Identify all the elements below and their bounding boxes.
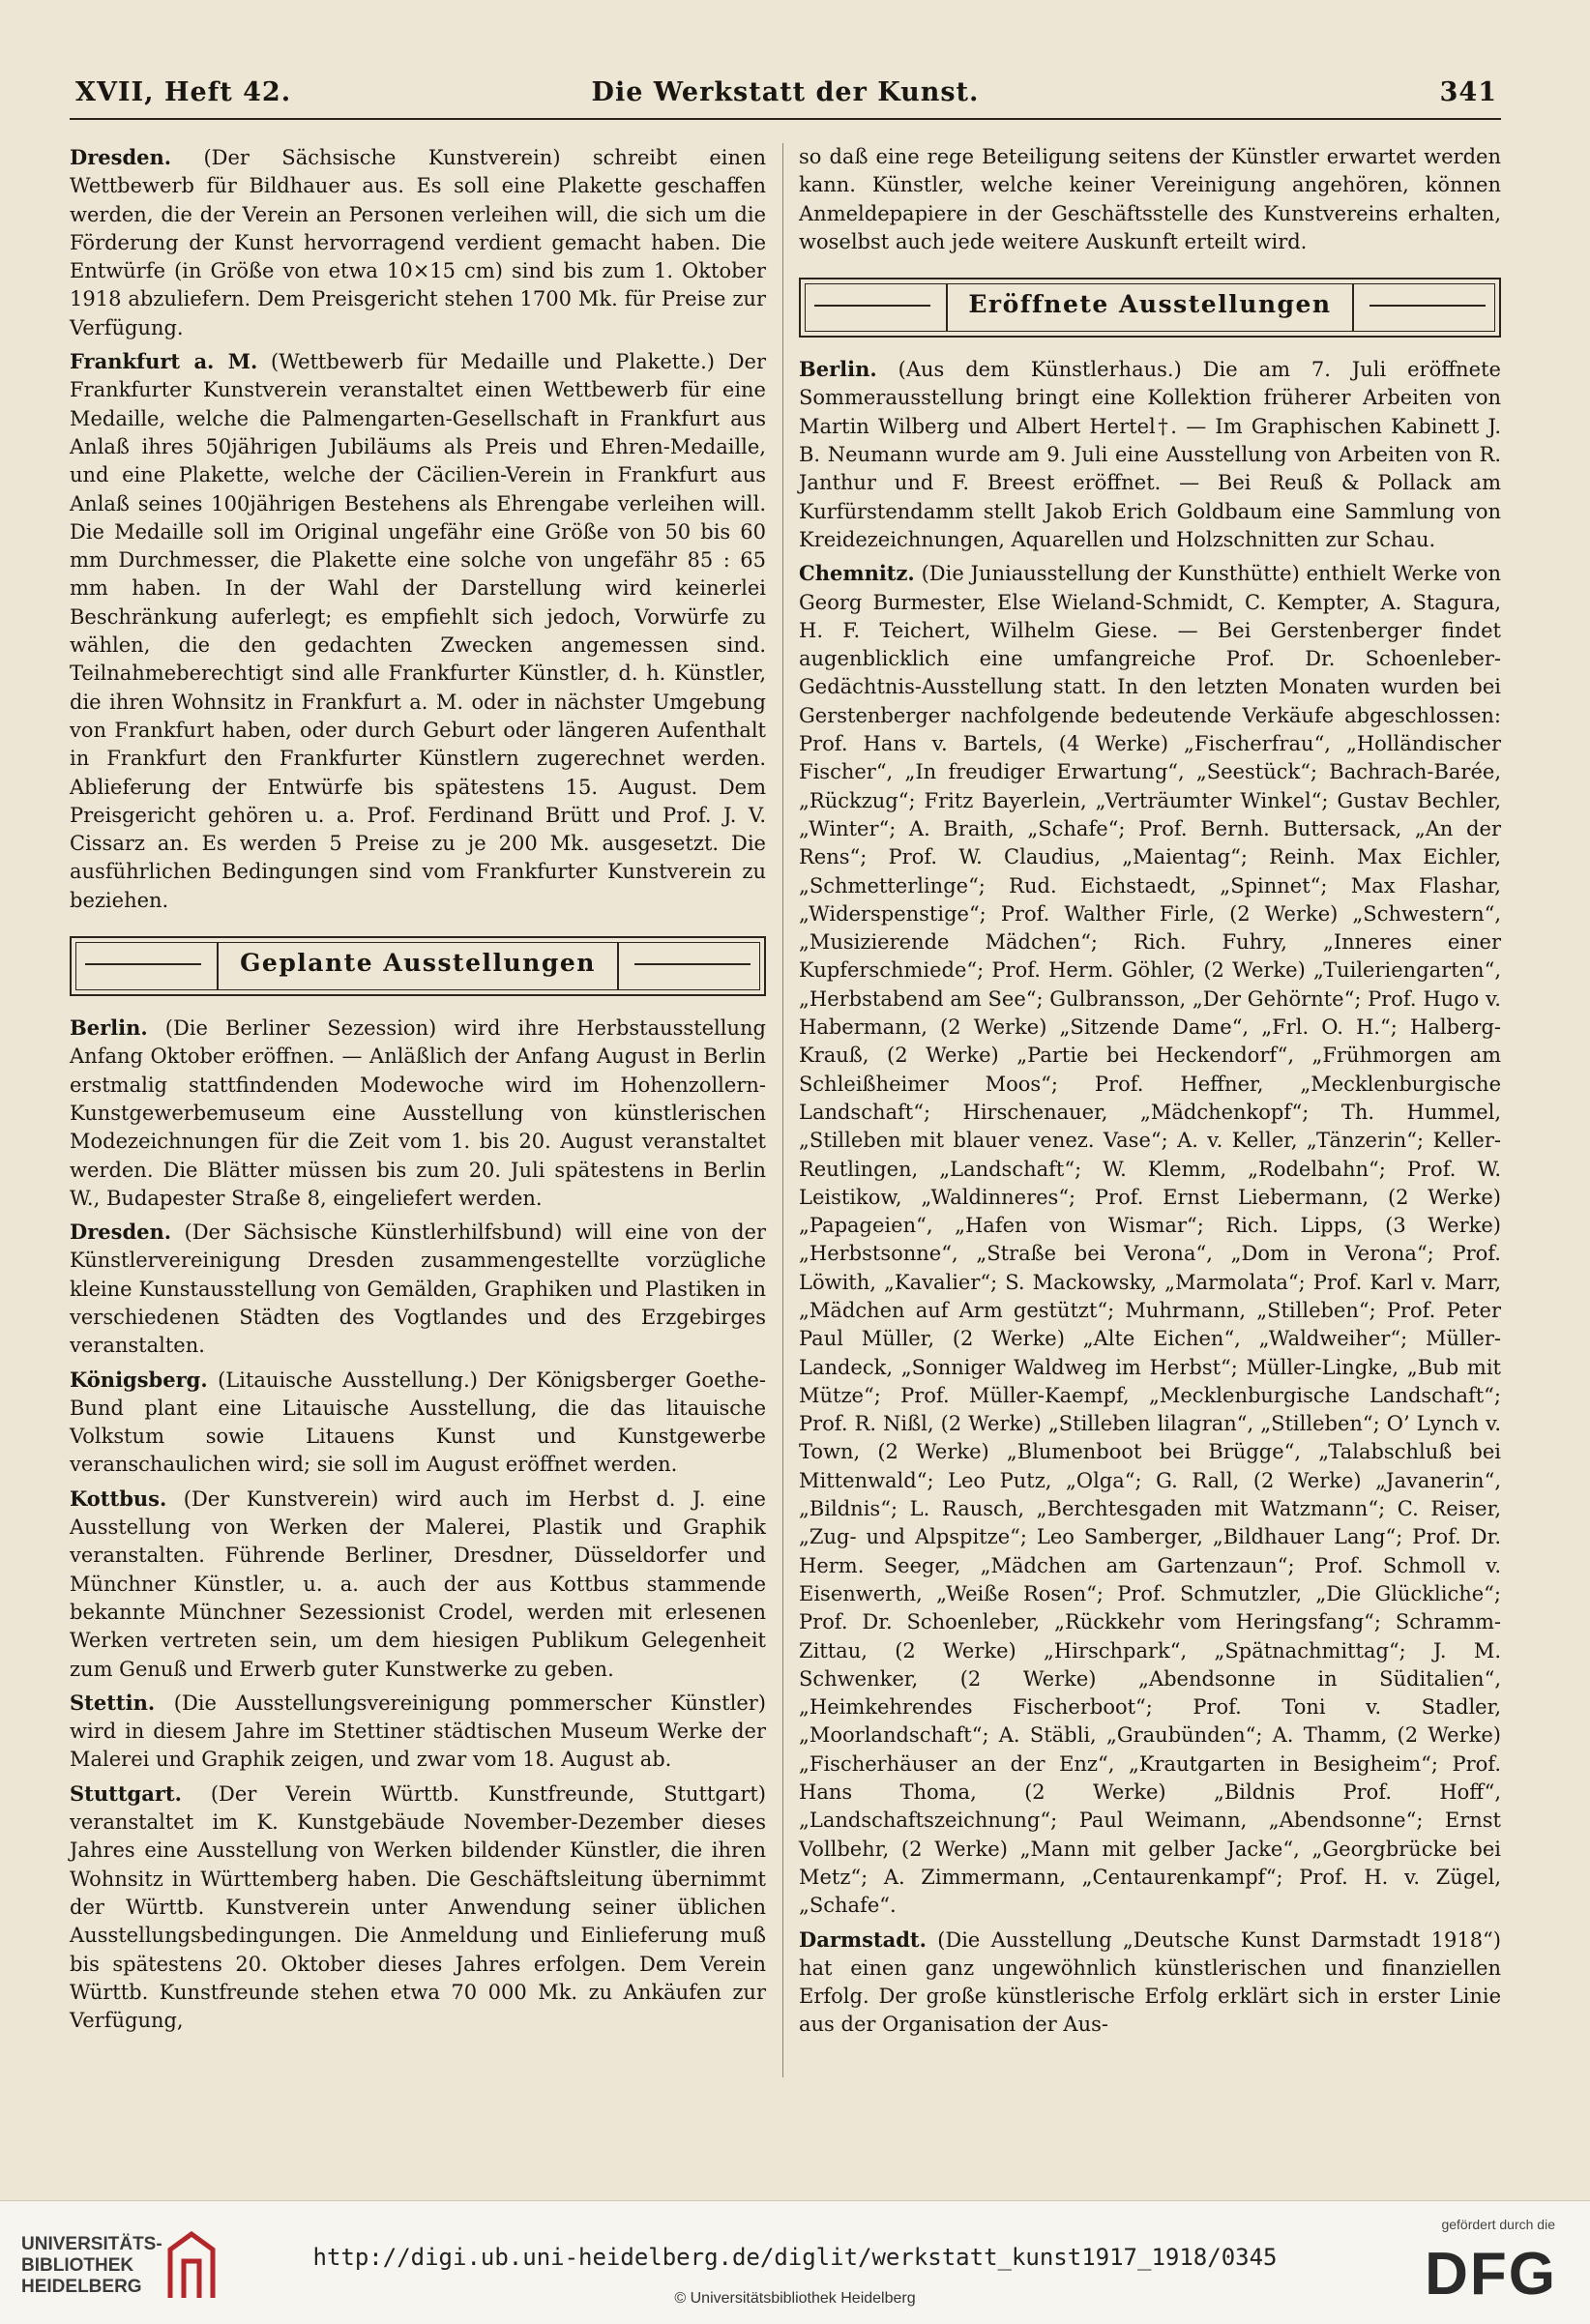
article-kottbus-planned: [70, 1485, 766, 1684]
place-name: Berlin.: [799, 357, 877, 382]
place-name: Stettin.: [70, 1690, 156, 1715]
section-heading-planned-exhibitions: [70, 936, 766, 996]
article-berlin-opened: [799, 355, 1501, 554]
header-page-number: 341: [1439, 77, 1497, 107]
place-name: Kottbus.: [70, 1486, 167, 1511]
article-stettin-planned: [70, 1689, 766, 1775]
article-body: (Die Juniausstellung der Kunsthütte) enthielt Werke von Georg Burmester, Else Wieland-Schmidt, C. Kempter, A. Stagura, H. F. Teichert, Wilhelm Giese. — Bei Gerstenberger findet augenblicklich eine umfangreiche Prof. Dr. Schoenleber-Gedächtnis-Ausstellung statt. In den letzten Monaten wurden bei Gerstenberger nachfolgende bedeutende Verkäufe abgeschlossen: Prof. Hans v. Bartels, (4 Werke) „Fischerfrau“, „Holländischer Fischer“, „In freudiger Erwartung“, „Seestück“; Bachrach-Barée, „Rückzug“; Fritz Bayerlein, „Verträumter Winkel“; Gustav Bechler, „Winter“; A. Braith, „Schafe“; Prof. Bernh. Buttersack, „An der Rens“; Prof. W. Claudius, „Maientag“; Reinh. Max Eichler, „Schmetterlinge“; Rud. Eichstaedt, „Spinnet“; Max Flashar, „Widerspenstige“; Prof. Walther Firle, (2 Werke) „Schwestern“, „Musizierende Mädchen“; Rich. Fuhry, „Inneres einer Kupferschmiede“; Prof. Herm. Göhler, (2 Werke) „Tuileriengarten“, „Herbstabend am See“; Gulbransson, „Der Gehörnte“; Prof. Hugo v. Habermann, (2 Werke) „Sitzende Dame“, „Frl. O. H.“; Halberg-Krauß, (2 Werke) „Partie bei Heckendorf“, „Frühmorgen am Schleißheimer Moos“; Prof. Heffner, „Mecklenburgische Landschaft“; Hirschenauer, „Mädchenkopf“; Th. Hummel, „Stilleben mit blauer venez. Vase“; A. v. Keller, „Tänzerin“; Keller-Reutlingen, „Landschaft“; W. Klemm, „Rodelbahn“; Prof. W. Leistikow, „Waldinneres“; Prof. Ernst Liebermann, (2 Werke) „Papageien“, „Hafen von Wismar“; Rich. Lipps, (3 Werke) „Herbstsonne“, „Straße bei Verona“, „Dom in Verona“; Prof. Löwith, „Kavalier“; S. Mackowsky, „Marmolata“; Prof. Karl v. Marr, „Mädchen auf Arm gestützt“; Muhrmann, „Stilleben“; Prof. Peter Paul Müller, (2 Werke) „Alte Eichen“, „Waldweiher“; Müller-Landeck, „Sonniger Waldweg im Herbst“; Müller-Lingke, „Bub mit Mütze“; Prof. Müller-Kaempf, „Mecklenburgische Landschaft“; Prof. R. Nißl, (2 Werke) „Stilleben lilagran“, „Stilleben“; O’ Lynch v. Town, (2 Werke) „Blumenboot bei Brügge“, „Talabschluß bei Mittenwald“; Leo Putz, „Olga“; G. Rall, (2 Werke) „Javanerin“, „Bildnis“; L. Rausch, „Berchtesgaden mit Watzmann“; C. Reiser, „Zug- und Alpspitze“; Leo Samberger, „Bildhauer Lang“; Prof. Dr. Herm. Seeger, „Mädchen am Gartenzaun“; Prof. Schmoll v. Eisenwerth, „Weiße Rosen“; Prof. Schmutzler, „Die Glückliche“; Prof. Dr. Schoenleber, „Rückkehr vom Heringsfang“; Schramm-Zittau, (2 Werke) „Hirschpark“, „Spätnachmittag“; J. M. Schwenker, (2 Werke) „Abendsonne in Süditalien“, „Heimkehrendes Fischerboot“; Prof. Toni v. Stadler, „Moorlandschaft“; A. Stäbli, „Graubünden“; A. Thamm, (2 Werke) „Fischerhäuser an der Enz“, „Krautgarten in Besigheim“; Prof. Hans Thoma, (2 Werke) „Bildnis Prof. Hoff“, „Landschaftszeichnung“; Paul Weimann, „Abendsonne“; Ernst Vollbehr, (2 Werke) „Mann mit gelber Jacke“, „Georgbrücke bei Metz“; A. Zimmermann, „Centaurenkampf“; Prof. H. v. Zügel, „Schafe“.: [799, 562, 1501, 1918]
article-darmstadt-opened: [799, 1926, 1501, 2040]
place-name: Stuttgart.: [70, 1780, 182, 1806]
right-column: [799, 143, 1501, 2045]
permalink-url[interactable]: http://digi.ub.uni-heidelberg.de/diglit/werkstatt_kunst1917_1918/0345: [312, 2244, 1278, 2271]
article-body: (Litauische Ausstellung.) Der Königsberger Goethe-Bund plant eine Litauische Ausstellung, die das litauische Volkstum sowie Litauens Kunst und Kunstgewerbe veranschaulichen wird; sie soll im August eröffnet werden.: [70, 1368, 766, 1477]
header-volume-issue: XVII, Heft 42.: [75, 77, 292, 107]
section-title: Geplante Ausstellungen: [240, 949, 596, 978]
article-body: (Wettbewerb für Medaille und Plakette.) Der Frankfurter Kunstverein veranstaltet einen Wettbewerb für eine Medaille, welche die Palmengarten-Gesellschaft in Frankfurt aus Anlaß ihres 50jährigen Jubiläums als Preis und Ehren-Medaille, und eine Plakette, welche der Cäcilien-Verein in Frankfurt aus Anlaß seines 100jährigen Bestehens als Ehrengabe verleihen will. Die Medaille soll im Original ungefähr eine Größe von 50 bis 60 mm Durchmesser, die Plakette eine solche von ungefähr 85 : 65 mm haben. In der Wahl der Darstellung wird keinerlei Beschränkung auferlegt; es empfiehlt sich jedoch, Vorwürfe zu wählen, die den gedachten Zwecken angemessen sind. Teilnahmeberechtigt sind alle Frankfurter Künstler, d. h. Künstler, die ihren Wohnsitz in Frankfurt a. M. oder in nächster Umgebung von Frankfurt haben, oder durch Geburt oder längeren Aufenthalt in Frankfurt den Frankfurter Künstlern zugerechnet werden. Ablieferung der Entwürfe bis spätestens 15. August. Dem Preisgericht gehören u. a. Prof. Ferdinand Brütt und Prof. J. V. Cissarz an. Es werden 5 Preise zu je 200 Mk. ausgesetzt. Die ausführlichen Bedingungen sind vom Frankfurter Kunstverein zu beziehen.: [70, 350, 766, 912]
ornament-rule-right: [634, 963, 751, 965]
place-name: Dresden.: [70, 145, 172, 169]
article-stuttgart-planned: [70, 1780, 766, 2036]
ornament-rule-right: [1369, 305, 1486, 307]
place-name: Chemnitz.: [799, 561, 915, 586]
left-column: [70, 143, 766, 2040]
place-name: Dresden.: [70, 1220, 172, 1245]
section-title: Eröffnete Ausstellungen: [968, 290, 1332, 319]
copyright-notice: © Universitätsbibliothek Heidelberg: [674, 2290, 916, 2307]
dfg-logo[interactable]: DFG: [1425, 2241, 1557, 2308]
place-name: Darmstadt.: [799, 1927, 927, 1952]
article-berlin-planned: [70, 1014, 766, 1213]
article-body: (Die Ausstellungsvereinigung pommerscher Künstler) wird in diesem Jahre im Stettiner städtischen Museum Werke der Malerei und Graphik zeigen, und zwar vom 18. August ab.: [70, 1691, 766, 1772]
article-koenigsberg-planned: [70, 1366, 766, 1480]
article-body: (Aus dem Künstlerhaus.) Die am 7. Juli eröffnete Sommerausstellung bringt eine Kollektion früherer Arbeiten von Martin Wilberg und Albert Hertel†. — Im Graphischen Kabinett J. B. Neumann wurde am 9. Juli eine Ausstellung von Arbeiten von R. Janthur und F. Breest eröffnet. — Bei Reuß & Pollack am Kurfürstendamm stellt Jakob Erich Goldbaum eine Sammlung von Kreidezeichnungen, Aquarellen und Holzschnitten zur Schau.: [799, 358, 1501, 551]
article-body: (Der Kunstverein) wird auch im Herbst d. J. eine Ausstellung von Werken der Malerei, Plastik und Graphik veranstalten. Führende Berliner, Dresdner, Düsseldorfer und Münchner Künstler, u. a. auch der aus Kottbus stammende bekannte Münchner Sezessionist Crodel, werden mit erlesenen Werken vertreten sein, um dem hiesigen Publikum Gelegenheit zum Genuß und Erwerb guter Kunstwerke zu geben.: [70, 1486, 766, 1681]
article-body: (Die Berliner Sezession) wird ihre Herbstausstellung Anfang Oktober eröffnen. — Anläßlich der Anfang August in Berlin erstmalig stattfindenden Modewoche wird im Hohenzollern-Kunstgewerbemuseum eine Ausstellung von künstlerischen Modezeichnungen für die Zeit vom 1. bis 20. August veranstaltet werden. Die Blätter müssen bis zum 20. Juli spätestens in Berlin W., Budapester Straße 8, eingeliefert werden.: [70, 1016, 766, 1210]
header-journal-title: Die Werkstatt der Kunst.: [591, 77, 980, 107]
article-body: (Der Sächsische Kunstverein) schreibt einen Wettbewerb für Bildhauer aus. Es soll eine Plakette geschaffen werden, die der Verein an Personen verleihen will, die sich um die Förderung der Kunst hervorragend verdient gemacht haben. Die Entwürfe (in Größe von etwa 10×15 cm) sind bis zum 1. Oktober 1918 abzuliefern. Dem Preisgericht stehen 1700 Mk. für Preise zur Verfügung.: [70, 146, 766, 339]
funder-label: gefördert durch die: [1441, 2217, 1555, 2232]
running-header: [70, 75, 1501, 120]
place-name: Königsberg.: [70, 1367, 208, 1392]
article-frankfurt-competition: [70, 347, 766, 915]
section-heading-opened-exhibitions: [799, 278, 1501, 338]
place-name: Frankfurt a. M.: [70, 349, 258, 374]
article-body: (Der Verein Württb. Kunstfreunde, Stuttgart) veranstaltet im K. Kunstgebäude November-Dezember dieses Jahres eine Ausstellung von Werken bildender Künstler, die ihren Wohnsitz in Württemberg haben. Die Geschäftsleitung übernimmt der Württb. Kunstverein unter Anwendung seiner üblichen Ausstellungsbedingungen. Die Anmeldung und Einlieferung muß bis spätestens 20. Oktober dieses Jahres erfolgen. Dem Verein Württb. Kunstfreunde stehen etwa 70 000 Mk. zu Ankäufen zur Verfügung,: [70, 1781, 766, 2033]
article-body: (Die Ausstellung „Deutsche Kunst Darmstadt 1918“) hat einen ganz ungewöhnlich künstlerischen und finanziellen Erfolg. Der große künstlerische Erfolg erklärt sich in erster Linie aus der Organisation der Aus-: [799, 1927, 1501, 2037]
article-body: so daß eine rege Beteiligung seitens der Künstler erwartet werden kann. Künstler, welche keiner Vereinigung angehören, können Anmeldepapiere in der Geschäftsstelle des Kunstvereins erhalten, woselbst auch jede weitere Auskunft erteilt wird.: [799, 145, 1501, 253]
article-chemnitz-opened: [799, 559, 1501, 1920]
article-body: (Der Sächsische Künstlerhilfsbund) will eine von der Künstlervereinigung Dresden zusammengestellte vorzügliche kleine Kunstausstellung von Gemälden, Graphiken und Plastiken in verschiedenen Städten des Vogtlandes und des Erzgebirges veranstalten.: [70, 1221, 766, 1358]
viewer-footer: [0, 2200, 1590, 2324]
article-dresden-competition: [70, 143, 766, 342]
place-name: Berlin.: [70, 1015, 148, 1041]
article-stuttgart-continued: [799, 143, 1501, 256]
article-dresden-planned: [70, 1218, 766, 1360]
column-divider: [782, 143, 783, 2077]
library-logo-text[interactable]: UNIVERSITÄTS- BIBLIOTHEK HEIDELBERG: [21, 2234, 162, 2297]
